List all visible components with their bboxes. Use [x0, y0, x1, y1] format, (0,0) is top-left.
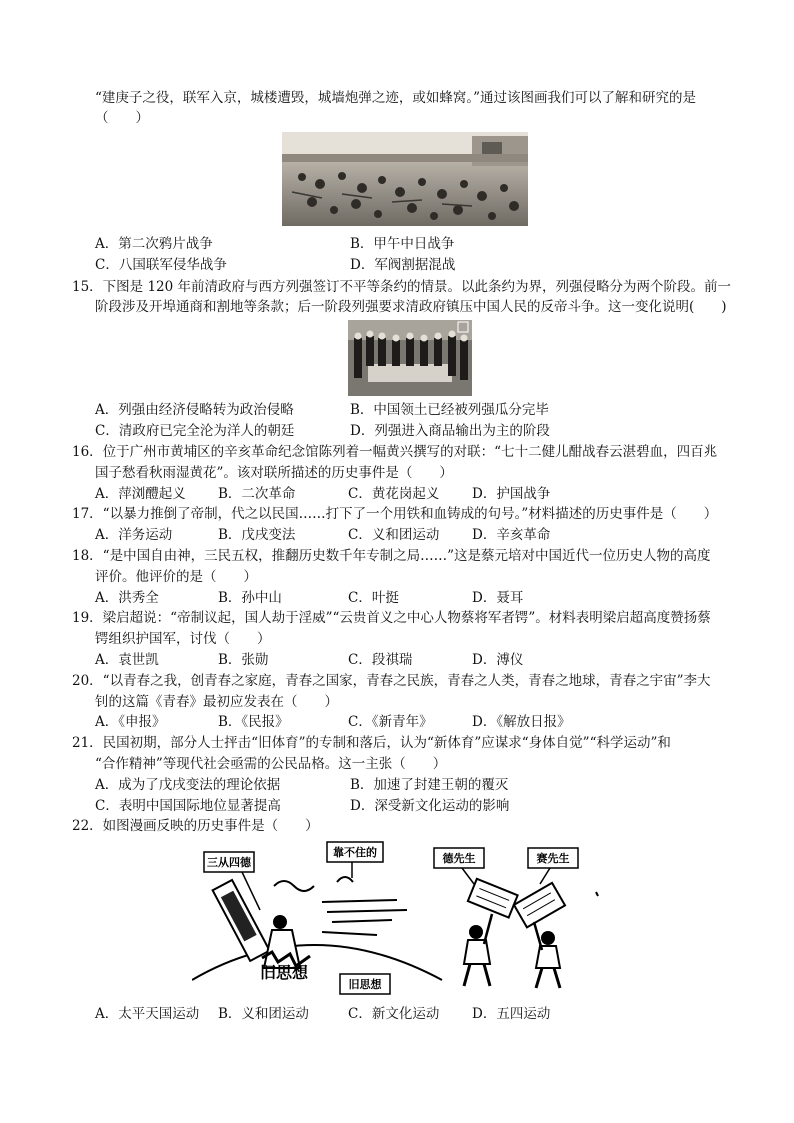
- treaty-signing-photo: [348, 320, 472, 396]
- old-man-head: [273, 915, 287, 929]
- q14-stem-line1: “建庚子之役，联军入京，城楼遭毁，城墙炮弹之迹，或如蜂窝。”通过该图画我们可以了解和研究的是: [95, 90, 697, 106]
- q17-option-b[interactable]: B．戊戌变法: [218, 527, 296, 543]
- q17-option-a[interactable]: A．洋务运动: [95, 527, 173, 543]
- q15-option-b[interactable]: B．中国领土已经被列强瓜分完毕: [350, 402, 549, 418]
- q21-option-b[interactable]: B．加速了封建王朝的覆灭: [350, 777, 509, 793]
- q18-stem-line2: 评价。他评价的是（ ）: [95, 569, 257, 585]
- label-dexiansheng: 德先生: [442, 852, 476, 865]
- saixiansheng-sign: [514, 883, 565, 928]
- q21-option-a[interactable]: A．成为了戊戌变法的理论依据: [95, 777, 281, 793]
- q17-stem-line1: 17．“以暴力推倒了帝制，代之以民国……打下了一个用铁和血铸成的句号。”材料描述的历史事件是（ ）: [72, 506, 718, 522]
- q19-option-b[interactable]: B．张勋: [218, 652, 269, 668]
- q21-stem-line1: 21．民国初期，部分人士抨击“旧体育”的专制和落后，认为“新体育”应谋求“身体自觉”“科学运动”和: [72, 735, 671, 751]
- q16-option-a[interactable]: A．萍浏醴起义: [95, 486, 186, 502]
- q14-option-d[interactable]: D．军阀割据混战: [350, 257, 456, 273]
- label-kaobuzhu: 靠不住的: [333, 846, 377, 859]
- saixiansheng-figure-body: [536, 946, 560, 968]
- q14-option-a[interactable]: A．第二次鸦片战争: [95, 236, 213, 252]
- q17-option-d[interactable]: D．辛亥革命: [472, 527, 551, 543]
- q15-stem-line1: 15．下图是 120 年前清政府与西方列强签订不平等条约的情景。以此条约为界，列强侵略分为两个阶段。前一: [72, 279, 732, 295]
- label-jiusixiang: 旧思想: [348, 978, 382, 991]
- q20-option-b[interactable]: B．《民报》: [218, 714, 289, 730]
- q16-stem-line1: 16．位于广州市黄埔区的辛亥革命纪念馆陈列着一幅黄兴撰写的对联：“七十二健儿酣战春云湛碧血，四百兆: [72, 444, 718, 460]
- q20-option-d[interactable]: D．《解放日报》: [472, 714, 571, 730]
- label-sancong: 三从四德: [207, 856, 251, 869]
- q18-option-d[interactable]: D．聂耳: [472, 590, 524, 606]
- q16-option-d[interactable]: D．护国战争: [472, 486, 551, 502]
- q20-stem-line1: 20．“以青春之我，创青春之家庭，青春之国家，青春之民族，青春之人类，青春之地球，青春之宇宙”李大: [72, 673, 711, 689]
- q15-option-d[interactable]: D．列强进入商品输出为主的阶段: [350, 423, 550, 439]
- q22-stem-line1: 22．如图漫画反映的历史事件是（ ）: [72, 818, 319, 834]
- label-saixiansheng: 赛先生: [536, 852, 570, 865]
- q14-stem-line2: （ ）: [95, 110, 149, 126]
- q16-option-b[interactable]: B．二次革命: [218, 486, 296, 502]
- new-culture-cartoon: [192, 840, 612, 998]
- q21-stem-line2: “合作精神”等现代社会亟需的公民品格。这一主张（ ）: [95, 756, 447, 772]
- q19-option-c[interactable]: C．段祺瑞: [348, 652, 413, 668]
- q22-option-b[interactable]: B．义和团运动: [218, 1006, 309, 1022]
- q19-stem-line2: 锷组织护国军，讨伐（ ）: [95, 631, 271, 647]
- q21-option-d[interactable]: D．深受新文化运动的影响: [350, 798, 510, 814]
- dexiansheng-figure-body: [464, 940, 490, 964]
- q15-option-a[interactable]: A．列强由经济侵略转为政治侵略: [95, 402, 294, 418]
- q18-option-a[interactable]: A．洪秀全: [95, 590, 159, 606]
- q15-option-c[interactable]: C．清政府已完全沦为洋人的朝廷: [95, 423, 295, 439]
- dexiansheng-sign: [468, 879, 518, 918]
- q22-option-c[interactable]: C．新文化运动: [348, 1006, 440, 1022]
- q14-option-b[interactable]: B．甲午中日战争: [350, 236, 455, 252]
- q20-option-a[interactable]: A．《申报》: [95, 714, 166, 730]
- beijing-city-wall-photo: [282, 132, 528, 226]
- q19-option-d[interactable]: D．溥仪: [472, 652, 524, 668]
- q18-stem-line1: 18．“是中国自由神，三民五权，推翻历史数千年专制之局……”这是蔡元培对中国近代一位历史人物的高度: [72, 548, 711, 564]
- q15-stem-line2: 阶段涉及开埠通商和割地等条款；后一阶段列强要求清政府镇压中国人民的反帝斗争。这一变化说明( ): [95, 299, 727, 315]
- q16-option-c[interactable]: C．黄花岗起义: [348, 486, 440, 502]
- q20-stem-line2: 钊的这篇《青春》最初应发表在（ ）: [95, 694, 338, 710]
- q19-option-a[interactable]: A．袁世凯: [95, 652, 159, 668]
- q22-option-d[interactable]: D．五四运动: [472, 1006, 551, 1022]
- wind-lines: [274, 877, 407, 935]
- q19-stem-line1: 19．梁启超说：“帝制议起，国人劫于淫威”“云贵首义之中心人物蔡将军者锷”。材料表明梁启超高度赞扬蔡: [72, 610, 711, 626]
- q18-option-b[interactable]: B．孙中山: [218, 590, 282, 606]
- sancong-tablet: [213, 880, 270, 961]
- dexiansheng-figure-head: [469, 925, 483, 939]
- saixiansheng-figure-head: [541, 931, 555, 945]
- q21-option-c[interactable]: C．表明中国国际地位显著提高: [95, 798, 281, 814]
- q22-option-a[interactable]: A．太平天国运动: [95, 1006, 200, 1022]
- q14-option-c[interactable]: C．八国联军侵华战争: [95, 257, 227, 273]
- q16-stem-line2: 国子愁看秋雨湿黄花”。该对联所描述的历史事件是（ ）: [95, 465, 453, 481]
- q17-option-c[interactable]: C．义和团运动: [348, 527, 440, 543]
- tombstone-inscription: 旧思想: [260, 963, 309, 982]
- q20-option-c[interactable]: C．《新青年》: [348, 714, 433, 730]
- q18-option-c[interactable]: C．叶挺: [348, 590, 399, 606]
- cartoon-hill-outline: [192, 945, 442, 980]
